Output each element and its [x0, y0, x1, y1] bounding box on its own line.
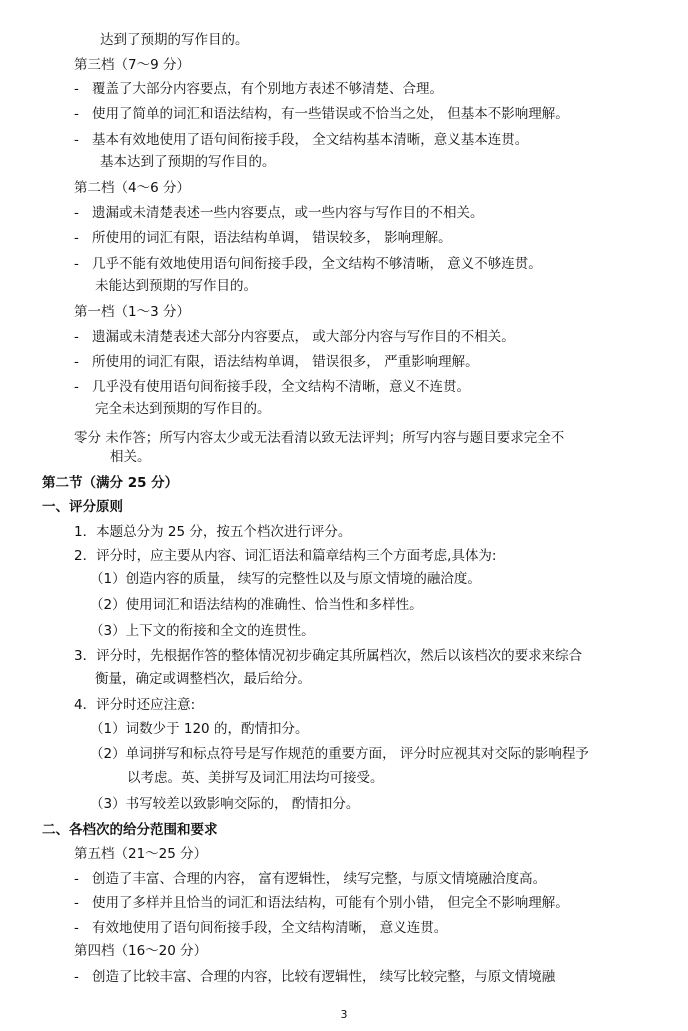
bullet-item: - 基本有效地使用了语句间衔接手段， 全文结构基本清晰，意义基本连贯。	[74, 132, 529, 148]
dash-bullet: -	[74, 81, 79, 97]
bullet-item: - 覆盖了大部分内容要点，有个别地方表述不够清楚、合理。	[74, 81, 443, 97]
numbered-item: 4．评分时还应注意:	[74, 697, 196, 713]
page-number: 3	[340, 1008, 348, 1021]
bullet-item: - 所使用的词汇有限，语法结构单调， 错误很多， 严重影响理解。	[74, 354, 479, 370]
dash-bullet: -	[74, 895, 79, 911]
dash-bullet: -	[74, 230, 79, 246]
grade-heading: 第五档（21～25 分）	[74, 846, 208, 862]
dash-bullet: -	[74, 256, 79, 272]
text-line: 达到了预期的写作目的。	[100, 32, 249, 48]
bullet-item: - 有效地使用了语句间衔接手段，全文结构清晰， 意义连贯。	[74, 920, 448, 936]
bullet-item: - 几乎不能有效地使用语句间衔接手段，全文结构不够清晰， 意义不够连贯。	[74, 256, 542, 272]
dash-bullet: -	[74, 354, 79, 370]
grade-heading: 第四档（16～20 分）	[74, 943, 208, 959]
text-line: 未能达到预期的写作目的。	[95, 278, 257, 294]
numbered-item: 1．本题总分为 25 分，按五个档次进行评分。	[74, 524, 352, 540]
dash-bullet: -	[74, 205, 79, 221]
text-line: 基本达到了预期的写作目的。	[100, 154, 276, 170]
bullet-item: - 创造了比较丰富、合理的内容，比较有逻辑性， 续写比较完整，与原文情境融	[74, 969, 556, 985]
numbered-item: 2．评分时，应主要从内容、词汇语法和篇章结构三个方面考虑,具体为:	[74, 548, 497, 564]
bullet-item: - 创造了丰富、合理的内容， 富有逻辑性， 续写完整，与原文情境融洽度高。	[74, 871, 547, 887]
bullet-item: - 所使用的词汇有限，语法结构单调， 错误较多， 影响理解。	[74, 230, 452, 246]
dash-bullet: -	[74, 920, 79, 936]
subsection-title: 一、评分原则	[42, 499, 123, 515]
grade-heading: 第三档（7～9 分）	[74, 57, 190, 73]
bullet-item: - 遗漏或未清楚表述大部分内容要点， 或大部分内容与写作目的不相关。	[74, 329, 515, 345]
sub-item: （3）上下文的衔接和全文的连贯性。	[90, 623, 315, 639]
grade-heading: 第二档（4～6 分）	[74, 180, 190, 196]
section-title: 第二节（满分 25 分）	[42, 475, 179, 491]
sub-item: （3）书写较差以致影响交际的， 酌情扣分。	[90, 796, 360, 812]
dash-bullet: -	[74, 871, 79, 887]
bullet-item: - 遗漏或未清楚表述一些内容要点，或一些内容与写作目的不相关。	[74, 205, 484, 221]
text-line: 相关。	[110, 449, 151, 465]
text-line: 完全未达到预期的写作目的。	[95, 401, 271, 417]
dash-bullet: -	[74, 969, 79, 985]
bullet-item: - 几乎没有使用语句间衔接手段，全文结构不清晰，意义不连贯。	[74, 379, 470, 395]
bullet-item: - 使用了多样并且恰当的词汇和语法结构，可能有个别小错， 但完全不影响理解。	[74, 895, 569, 911]
text-line: 以考虑。英、美拼写及词汇用法均可接受。	[127, 770, 384, 786]
sub-item: （2）使用词汇和语法结构的准确性、恰当性和多样性。	[90, 597, 423, 613]
sub-item: （1）创造内容的质量， 续写的完整性以及与原文情境的融洽度。	[90, 571, 481, 587]
dash-bullet: -	[74, 329, 79, 345]
dash-bullet: -	[74, 106, 79, 122]
sub-item: （2）单词拼写和标点符号是写作规范的重要方面， 评分时应视其对交际的影响程予	[90, 746, 589, 762]
bullet-item: - 使用了简单的词汇和语法结构，有一些错误或不恰当之处， 但基本不影响理解。	[74, 106, 569, 122]
grade-heading: 第一档（1～3 分）	[74, 304, 190, 320]
numbered-item: 3．评分时，先根据作答的整体情况初步确定其所属档次，然后以该档次的要求来综合	[74, 648, 583, 664]
dash-bullet: -	[74, 379, 79, 395]
zero-grade-line: 零分 未作答；所写内容太少或无法看清以致无法评判；所写内容与题目要求完全不	[74, 430, 565, 446]
dash-bullet: -	[74, 132, 79, 148]
subsection-title: 二、各档次的给分范围和要求	[42, 822, 218, 838]
text-line: 衡量，确定或调整档次，最后给分。	[95, 671, 311, 687]
sub-item: （1）词数少于 120 的，酌情扣分。	[90, 721, 309, 737]
